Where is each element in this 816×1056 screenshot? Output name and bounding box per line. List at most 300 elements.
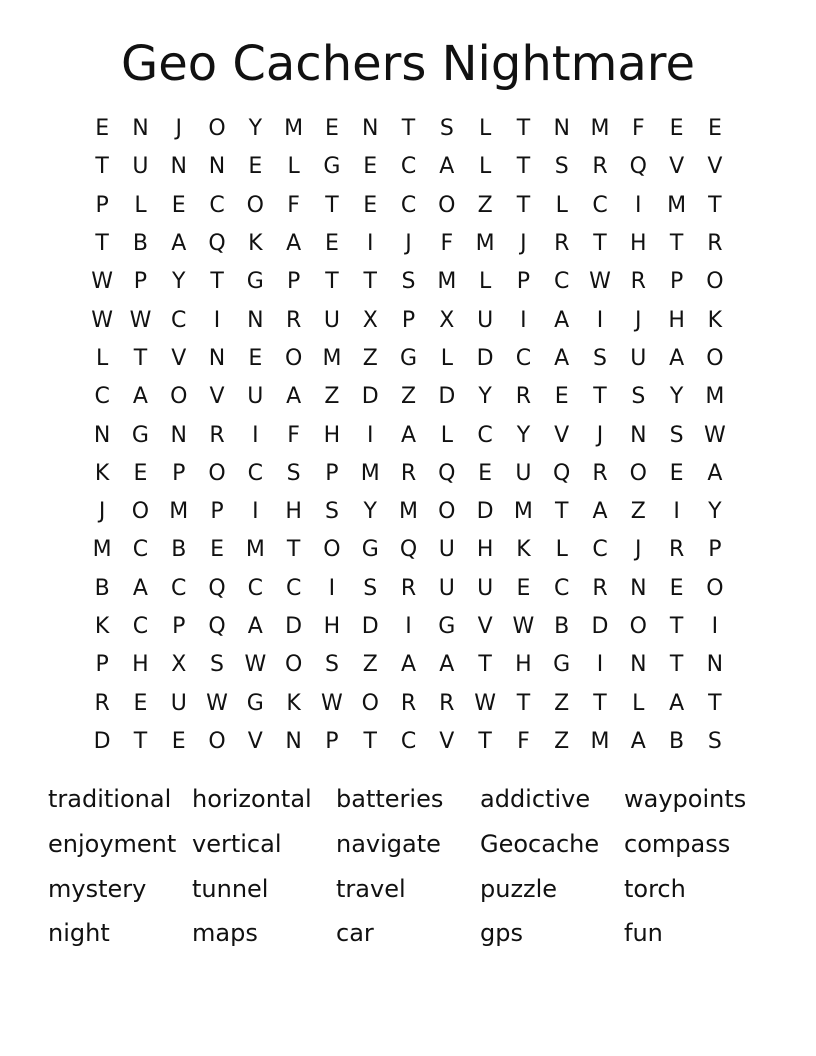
grid-letter: W: [206, 690, 228, 716]
grid-row: [83, 723, 734, 761]
grid-letter: Q: [399, 537, 418, 563]
grid-letter: Z: [477, 192, 493, 218]
grid-letter: V: [209, 384, 225, 410]
grid-letter: Q: [553, 460, 571, 486]
grid-letter: U: [323, 307, 340, 333]
grid-letter: T: [95, 154, 109, 180]
grid-letter: N: [93, 422, 111, 448]
word-list-item: horizontal: [192, 785, 312, 813]
grid-letter: B: [132, 231, 148, 257]
grid-row: [83, 531, 734, 569]
grid-letter: D: [93, 728, 111, 754]
word-list: [48, 777, 768, 956]
grid-letter: K: [516, 537, 531, 563]
grid-letter: W: [704, 422, 726, 448]
grid-letter: M: [245, 537, 265, 563]
grid-letter: U: [477, 307, 494, 333]
grid-letter: Z: [554, 690, 570, 716]
grid-letter: C: [400, 728, 417, 754]
grid-letter: L: [134, 192, 147, 218]
grid-letter: N: [247, 307, 264, 333]
word-list-item: addictive: [480, 785, 591, 813]
grid-letter: D: [361, 384, 379, 410]
grid-letter: U: [132, 154, 149, 180]
grid-letter: P: [516, 269, 531, 295]
grid-letter: E: [478, 460, 493, 486]
grid-letter: G: [399, 345, 418, 371]
grid-letter: H: [630, 231, 647, 257]
grid-letter: C: [247, 460, 264, 486]
grid-row: [83, 646, 734, 684]
grid-row: [83, 570, 734, 608]
grid-letter: Y: [363, 499, 377, 525]
grid-letter: E: [363, 192, 378, 218]
grid-letter: C: [132, 614, 149, 639]
grid-letter: H: [285, 499, 302, 525]
grid-letter: O: [208, 460, 226, 486]
grid-letter: N: [361, 116, 379, 142]
grid-letter: H: [323, 422, 341, 448]
grid-letter: J: [175, 116, 182, 142]
grid-letter: D: [285, 614, 303, 639]
grid-letter: N: [285, 728, 302, 754]
word-list-item: waypoints: [624, 785, 747, 813]
grid-letter: N: [706, 652, 724, 678]
grid-letter: I: [596, 307, 604, 333]
grid-letter: C: [592, 192, 608, 218]
grid-letter: U: [247, 384, 264, 410]
word-list-item: navigate: [336, 829, 441, 858]
grid-letter: Y: [248, 116, 263, 142]
grid-letter: Y: [172, 269, 186, 295]
grid-letter: Z: [630, 499, 646, 525]
grid-letter: S: [401, 269, 416, 295]
grid-letter: E: [210, 537, 224, 563]
grid-letter: V: [707, 154, 723, 180]
grid-letter: U: [477, 575, 494, 601]
grid-letter: S: [363, 575, 378, 601]
grid-letter: T: [363, 728, 377, 754]
grid-letter: T: [133, 345, 148, 371]
grid-letter: V: [477, 614, 493, 639]
grid-letter: X: [171, 652, 187, 678]
grid-letter: C: [515, 345, 532, 371]
grid-letter: R: [400, 690, 417, 716]
grid-letter: Q: [208, 575, 226, 601]
grid-letter: M: [667, 192, 687, 218]
word-list-item: gps: [480, 919, 523, 948]
grid-row: [83, 148, 734, 186]
grid-letter: U: [515, 460, 532, 486]
word-list-item: compass: [624, 829, 731, 858]
grid-letter: W: [91, 307, 114, 333]
grid-letter: V: [439, 728, 455, 754]
word-list-item: batteries: [336, 785, 444, 813]
grid-letter: T: [325, 269, 339, 295]
grid-letter: A: [592, 499, 608, 525]
grid-letter: I: [366, 231, 374, 257]
grid-letter: E: [363, 154, 378, 180]
grid-letter: P: [286, 269, 301, 295]
grid-letter: N: [208, 345, 226, 371]
word-list-item: maps: [192, 919, 258, 948]
grid-letter: G: [246, 269, 264, 295]
grid-letter: P: [708, 537, 722, 563]
word-list-item: vertical: [192, 829, 282, 858]
grid-letter: L: [287, 154, 300, 180]
grid-letter: T: [669, 614, 684, 639]
grid-letter: I: [673, 499, 680, 525]
grid-letter: L: [478, 154, 492, 180]
grid-letter: T: [516, 192, 531, 218]
grid-letter: O: [208, 116, 226, 142]
grid-letter: S: [324, 499, 339, 525]
word-list-item: Geocache: [480, 829, 600, 858]
grid-letter: A: [630, 728, 646, 754]
grid-letter: P: [172, 614, 186, 639]
grid-letter: W: [244, 652, 267, 678]
grid-letter: C: [285, 575, 302, 601]
grid-letter: R: [209, 422, 225, 448]
grid-letter: E: [516, 575, 531, 601]
grid-letter: Q: [208, 614, 226, 639]
grid-letter: K: [248, 231, 263, 257]
grid-letter: L: [96, 345, 109, 371]
grid-letter: S: [286, 460, 301, 486]
grid-letter: W: [512, 614, 535, 639]
grid-letter: E: [554, 384, 569, 410]
grid-letter: F: [287, 422, 300, 448]
grid-row: [83, 340, 734, 378]
word-list-item: mystery: [48, 874, 147, 903]
grid-letter: J: [520, 231, 527, 257]
grid-letter: S: [669, 422, 684, 448]
grid-letter: T: [516, 154, 531, 180]
grid-letter: I: [405, 614, 412, 639]
grid-letter: P: [95, 652, 109, 678]
grid-letter: L: [478, 269, 492, 295]
grid-letter: P: [401, 307, 416, 333]
grid-letter: M: [92, 537, 112, 563]
grid-row: [83, 187, 734, 225]
grid-letter: C: [132, 537, 149, 563]
grid-letter: I: [711, 614, 719, 639]
grid-letter: P: [133, 269, 148, 295]
grid-letter: P: [325, 460, 339, 486]
grid-letter: O: [706, 269, 724, 295]
grid-letter: E: [133, 690, 148, 716]
grid-letter: G: [323, 154, 341, 180]
grid-letter: W: [474, 690, 496, 716]
grid-letter: S: [631, 384, 646, 410]
grid-letter: O: [131, 499, 150, 525]
grid-letter: U: [630, 345, 647, 371]
grid-row: [83, 493, 734, 531]
word-list-item: puzzle: [480, 874, 558, 903]
grid-letter: T: [363, 269, 377, 295]
grid-letter: I: [213, 307, 221, 333]
grid-letter: R: [554, 231, 570, 257]
grid-letter: K: [94, 614, 110, 639]
grid-letter: J: [98, 499, 106, 525]
grid-letter: S: [210, 652, 225, 678]
grid-letter: S: [324, 652, 339, 678]
letter-grid: [83, 110, 734, 761]
grid-letter: A: [247, 614, 263, 639]
grid-letter: R: [400, 575, 417, 601]
grid-row: [83, 301, 734, 339]
grid-letter: T: [669, 652, 684, 678]
grid-letter: T: [325, 192, 339, 218]
grid-letter: M: [284, 116, 304, 142]
grid-row: [83, 608, 734, 646]
grid-row: [83, 225, 734, 263]
grid-letter: C: [554, 575, 570, 601]
grid-letter: E: [133, 460, 148, 486]
grid-letter: S: [707, 728, 722, 754]
grid-letter: J: [635, 307, 642, 333]
grid-letter: O: [706, 345, 724, 371]
grid-letter: R: [285, 307, 302, 333]
grid-letter: I: [596, 652, 604, 678]
word-list-item: travel: [336, 874, 406, 903]
word-list-item: tunnel: [192, 874, 269, 903]
grid-letter: U: [170, 690, 187, 716]
grid-letter: O: [438, 499, 456, 525]
grid-letter: T: [708, 192, 722, 218]
grid-letter: D: [361, 614, 379, 639]
grid-letter: O: [284, 652, 303, 678]
grid-letter: K: [286, 690, 301, 716]
grid-letter: J: [635, 537, 642, 563]
grid-letter: W: [91, 269, 114, 295]
grid-letter: E: [324, 116, 339, 142]
grid-letter: O: [706, 575, 724, 601]
grid-letter: J: [596, 422, 604, 448]
grid-letter: F: [631, 116, 645, 142]
grid-letter: N: [132, 116, 149, 142]
grid-letter: R: [592, 154, 608, 180]
grid-letter: T: [516, 116, 531, 142]
grid-letter: I: [520, 307, 527, 333]
grid-letter: T: [401, 116, 416, 142]
grid-letter: O: [323, 537, 341, 563]
grid-letter: A: [286, 231, 302, 257]
grid-letter: K: [94, 460, 110, 486]
grid-letter: A: [439, 154, 455, 180]
grid-letter: U: [438, 575, 455, 601]
grid-letter: E: [171, 728, 186, 754]
grid-letter: H: [476, 537, 494, 563]
grid-letter: Q: [438, 460, 456, 486]
grid-letter: C: [400, 154, 417, 180]
grid-letter: I: [366, 422, 374, 448]
grid-letter: M: [169, 499, 189, 525]
grid-letter: N: [630, 575, 647, 601]
grid-letter: Y: [708, 499, 722, 525]
word-list-item: traditional: [48, 785, 172, 813]
grid-letter: I: [635, 192, 642, 218]
grid-letter: T: [554, 499, 569, 525]
grid-letter: H: [132, 652, 149, 678]
grid-letter: V: [669, 154, 685, 180]
grid-letter: E: [248, 154, 263, 180]
grid-letter: N: [630, 422, 647, 448]
grid-letter: B: [94, 575, 110, 601]
grid-row: [83, 378, 734, 416]
grid-letter: E: [669, 116, 684, 142]
grid-letter: B: [171, 537, 187, 563]
grid-letter: T: [210, 269, 224, 295]
grid-letter: C: [171, 575, 187, 601]
grid-letter: A: [439, 652, 455, 678]
grid-row: [83, 684, 734, 722]
grid-letter: E: [171, 192, 186, 218]
grid-letter: F: [440, 231, 454, 257]
grid-letter: Z: [362, 652, 378, 678]
grid-letter: M: [360, 460, 380, 486]
grid-letter: G: [438, 614, 456, 639]
grid-letter: E: [95, 116, 110, 142]
word-list-item: torch: [624, 874, 686, 903]
grid-letter: E: [248, 345, 263, 371]
grid-letter: P: [95, 192, 109, 218]
grid-letter: R: [707, 231, 723, 257]
grid-row: [83, 455, 734, 493]
grid-letter: T: [478, 728, 492, 754]
grid-letter: V: [171, 345, 187, 371]
grid-letter: Y: [669, 384, 684, 410]
grid-row: [83, 416, 734, 454]
grid-letter: K: [707, 307, 723, 333]
grid-letter: D: [476, 345, 494, 371]
grid-letter: I: [252, 499, 259, 525]
grid-letter: O: [438, 192, 456, 218]
grid-letter: R: [439, 690, 455, 716]
word-list-item: car: [336, 919, 374, 948]
grid-letter: T: [286, 537, 301, 563]
grid-letter: M: [705, 384, 725, 410]
grid-row: [83, 110, 734, 148]
grid-letter: C: [247, 575, 264, 601]
grid-letter: E: [324, 231, 339, 257]
grid-letter: V: [554, 422, 570, 448]
grid-letter: A: [132, 384, 148, 410]
grid-letter: L: [632, 690, 645, 716]
grid-letter: Y: [516, 422, 531, 448]
grid-letter: S: [439, 116, 454, 142]
grid-letter: G: [131, 422, 149, 448]
grid-letter: N: [630, 652, 647, 678]
grid-letter: M: [513, 499, 533, 525]
page-title: Geo Cachers Nightmare: [121, 36, 695, 92]
grid-letter: G: [553, 652, 571, 678]
grid-letter: G: [361, 537, 379, 563]
grid-letter: T: [593, 690, 607, 716]
grid-letter: O: [170, 384, 188, 410]
grid-letter: D: [591, 614, 609, 639]
grid-letter: E: [669, 460, 684, 486]
grid-letter: Z: [400, 384, 417, 410]
grid-letter: B: [554, 614, 570, 639]
grid-letter: C: [554, 269, 570, 295]
grid-letter: U: [438, 537, 455, 563]
grid-letter: A: [286, 384, 302, 410]
grid-letter: O: [629, 614, 647, 639]
word-list-item: enjoyment: [48, 829, 177, 858]
grid-letter: A: [400, 652, 417, 678]
grid-letter: A: [400, 422, 417, 448]
grid-letter: X: [439, 307, 455, 333]
grid-letter: E: [707, 116, 722, 142]
grid-letter: P: [210, 499, 224, 525]
grid-letter: T: [708, 690, 722, 716]
grid-letter: I: [252, 422, 259, 448]
grid-letter: T: [669, 231, 684, 257]
grid-letter: E: [669, 575, 684, 601]
grid-letter: F: [517, 728, 530, 754]
grid-letter: T: [95, 231, 109, 257]
grid-letter: M: [399, 499, 419, 525]
grid-letter: M: [322, 345, 342, 371]
grid-letter: N: [170, 422, 187, 448]
grid-letter: Z: [554, 728, 570, 754]
word-list-item: night: [48, 919, 110, 948]
grid-letter: T: [593, 384, 607, 410]
grid-letter: V: [247, 728, 263, 754]
grid-letter: P: [669, 269, 684, 295]
grid-letter: M: [475, 231, 495, 257]
grid-letter: M: [590, 116, 610, 142]
grid-letter: O: [284, 345, 303, 371]
grid-letter: H: [515, 652, 532, 678]
grid-letter: H: [668, 307, 685, 333]
grid-letter: N: [170, 154, 187, 180]
grid-letter: L: [440, 422, 453, 448]
grid-letter: L: [478, 116, 492, 142]
grid-letter: L: [440, 345, 453, 371]
grid-letter: S: [593, 345, 607, 371]
grid-letter: O: [208, 728, 226, 754]
grid-letter: O: [361, 690, 379, 716]
grid-letter: M: [437, 269, 457, 295]
grid-letter: B: [669, 728, 685, 754]
grid-letter: Z: [324, 384, 340, 410]
grid-letter: C: [209, 192, 225, 218]
grid-letter: M: [590, 728, 610, 754]
grid-letter: C: [94, 384, 110, 410]
grid-letter: D: [438, 384, 456, 410]
grid-letter: R: [668, 537, 685, 563]
grid-letter: T: [478, 652, 492, 678]
grid-letter: R: [400, 460, 417, 486]
grid-letter: J: [405, 231, 412, 257]
grid-letter: Q: [629, 154, 647, 180]
grid-letter: A: [669, 690, 685, 716]
grid-letter: A: [554, 345, 570, 371]
grid-letter: A: [707, 460, 723, 486]
grid-letter: S: [554, 154, 569, 180]
grid-letter: Q: [208, 231, 226, 257]
grid-letter: Y: [478, 384, 492, 410]
grid-letter: C: [171, 307, 187, 333]
grid-letter: R: [94, 690, 110, 716]
grid-letter: L: [555, 192, 568, 218]
grid-letter: W: [321, 690, 343, 716]
grid-letter: R: [592, 460, 608, 486]
grid-letter: L: [555, 537, 568, 563]
grid-letter: W: [129, 307, 152, 333]
